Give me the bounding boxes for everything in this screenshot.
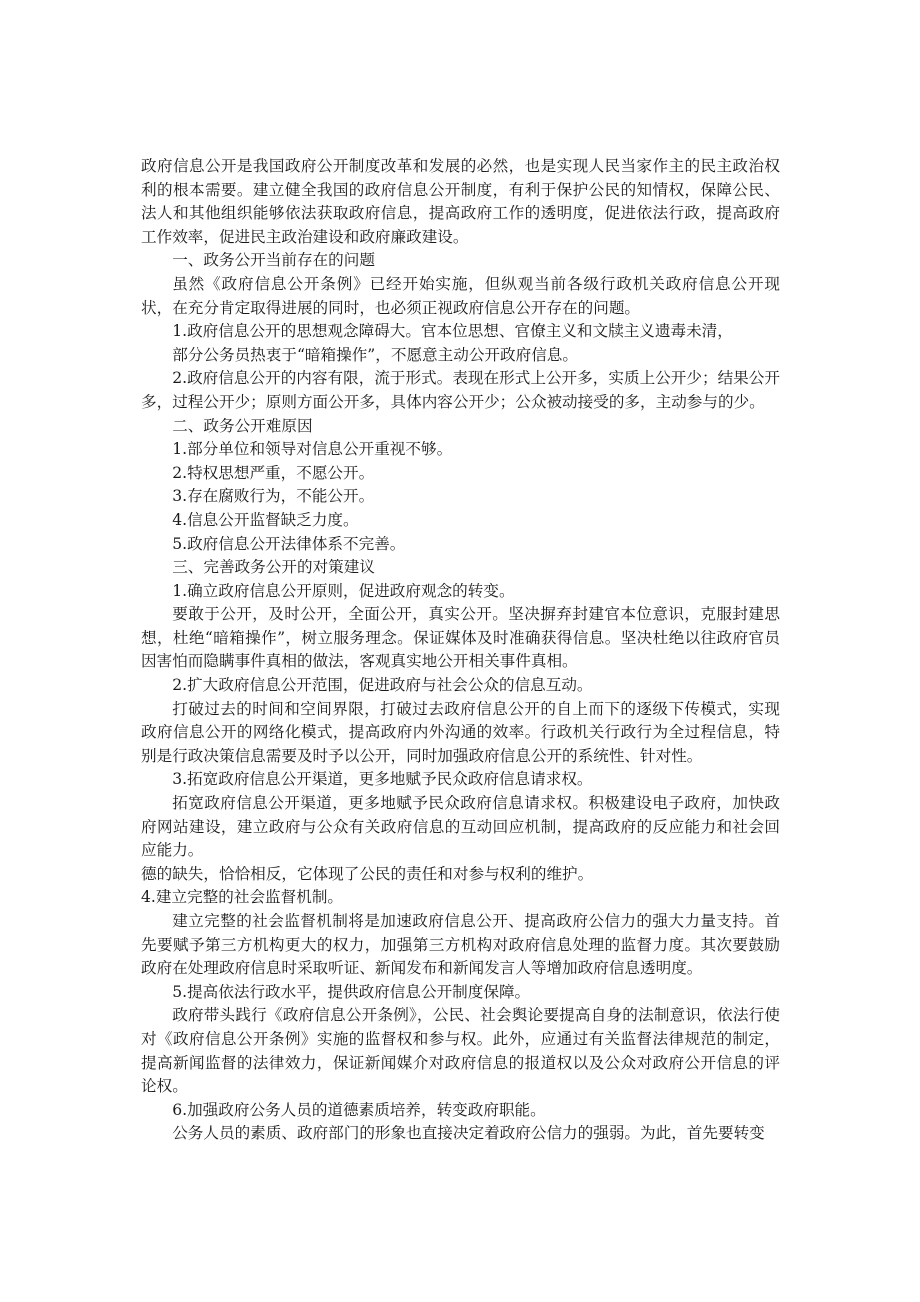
- list-item: 2.扩大政府信息公开范围，促进政府与社会公众的信息互动。: [172, 676, 593, 695]
- paragraph: 虽然《政府信息公开条例》已经开始实施，但纵观当前各级行政机关政府信息公开现状，在充分肯定取得进展的同时，也必须正视政府信息公开存在的问题。: [141, 274, 780, 317]
- paragraph: 政府带头践行《政府信息公开条例》，公民、社会舆论要提高自身的法制意识，依法行使对《政府信息公开条例》实施的监督权和参与权。此外，应通过有关监督法律规范的制定，提高新闻监督的法律效力，保证新闻媒介对政府信息的报道权以及公众对政府公开信息的评论权。: [141, 1006, 780, 1096]
- list-item: 3.拓宽政府信息公开渠道，更多地赋予民众政府信息请求权。: [172, 770, 593, 789]
- section-heading-suggestions: 三、完善政务公开的对策建议: [172, 558, 375, 577]
- list-item: 1.确立政府信息公开原则，促进政府观念的转变。: [172, 581, 515, 600]
- paragraph: 要敢于公开，及时公开，全面公开，真实公开。坚决摒弃封建官本位意识，克服封建思想，杜绝“暗箱操作”，树立服务理念。保证媒体及时准确获得信息。坚决杜绝以往政府官员因害怕而隐瞒事件真相的做法，客观真实地公开相关事件真相。: [141, 605, 780, 671]
- section-heading-reasons: 二、政务公开难原因: [172, 416, 313, 435]
- list-item: 1.政府信息公开的思想观念障碍大。官本位思想、官僚主义和文牍主义遗毒未清，: [172, 322, 733, 341]
- paragraph: 部分公务员热衷于“暗箱操作”，不愿意主动公开政府信息。: [172, 345, 578, 364]
- list-item: 6.加强政府公务人员的道德素质培养，转变政府职能。: [172, 1100, 546, 1119]
- paragraph: 公务人员的素质、政府部门的形象也直接决定着政府公信力的强弱。为此，首先要转变: [172, 1124, 765, 1143]
- paragraph: 拓宽政府信息公开渠道，更多地赋予民众政府信息请求权。积极建设电子政府，加快政府网站建设，建立政府与公众有关政府信息的互动回应机制，提高政府的反应能力和社会回应能力。: [141, 794, 780, 860]
- list-item: 2.政府信息公开的内容有限，流于形式。表现在形式上公开多，实质上公开少；结果公开多，过程公开少；原则方面公开多，具体内容公开少；公众被动接受的多，主动参与的少。: [141, 369, 780, 411]
- list-item: 3.存在腐败行为，不能公开。: [172, 487, 375, 506]
- list-item: 4.建立完整的社会监督机制。: [141, 888, 344, 907]
- paragraph: 德的缺失，恰恰相反，它体现了公民的责任和对参与权利的维护。: [141, 864, 594, 883]
- section-heading-problems: 一、政务公开当前存在的问题: [172, 251, 375, 270]
- list-item: 5.提高依法行政水平，提供政府信息公开制度保障。: [172, 982, 531, 1001]
- list-item: 5.政府信息公开法律体系不完善。: [172, 534, 406, 553]
- paragraph: 打破过去的时间和空间界限，打破过去政府信息公开的自上而下的逐级下传模式，实现政府信息公开的网络化模式，提高政府内外沟通的效率。行政机关行政行为全过程信息，特别是行政决策信息需要及时予以公开，同时加强政府信息公开的系统性、针对性。: [141, 699, 780, 765]
- list-item: 2.特权思想严重，不愿公开。: [172, 463, 375, 482]
- intro-paragraph: 政府信息公开是我国政府公开制度改革和发展的必然，也是实现人民当家作主的民主政治权利的根本需要。建立健全我国的政府信息公开制度，有利于保护公民的知情权，保障公民、法人和其他组织能够依法获取政府信息，提高政府工作的透明度，促进依法行政，提高政府工作效率，促进民主政治建设和政府廉政建设。: [141, 157, 780, 246]
- list-item: 4.信息公开监督缺乏力度。: [172, 510, 359, 529]
- paragraph: 建立完整的社会监督机制将是加速政府信息公开、提高政府公信力的强大力量支持。首先要赋予第三方机构更大的权力，加强第三方机构对政府信息处理的监督力度。其次要鼓励政府在处理政府信息时采取听证、新闻发布和新闻发言人等增加政府信息透明度。: [141, 912, 780, 978]
- list-item: 1.部分单位和领导对信息公开重视不够。: [172, 440, 453, 459]
